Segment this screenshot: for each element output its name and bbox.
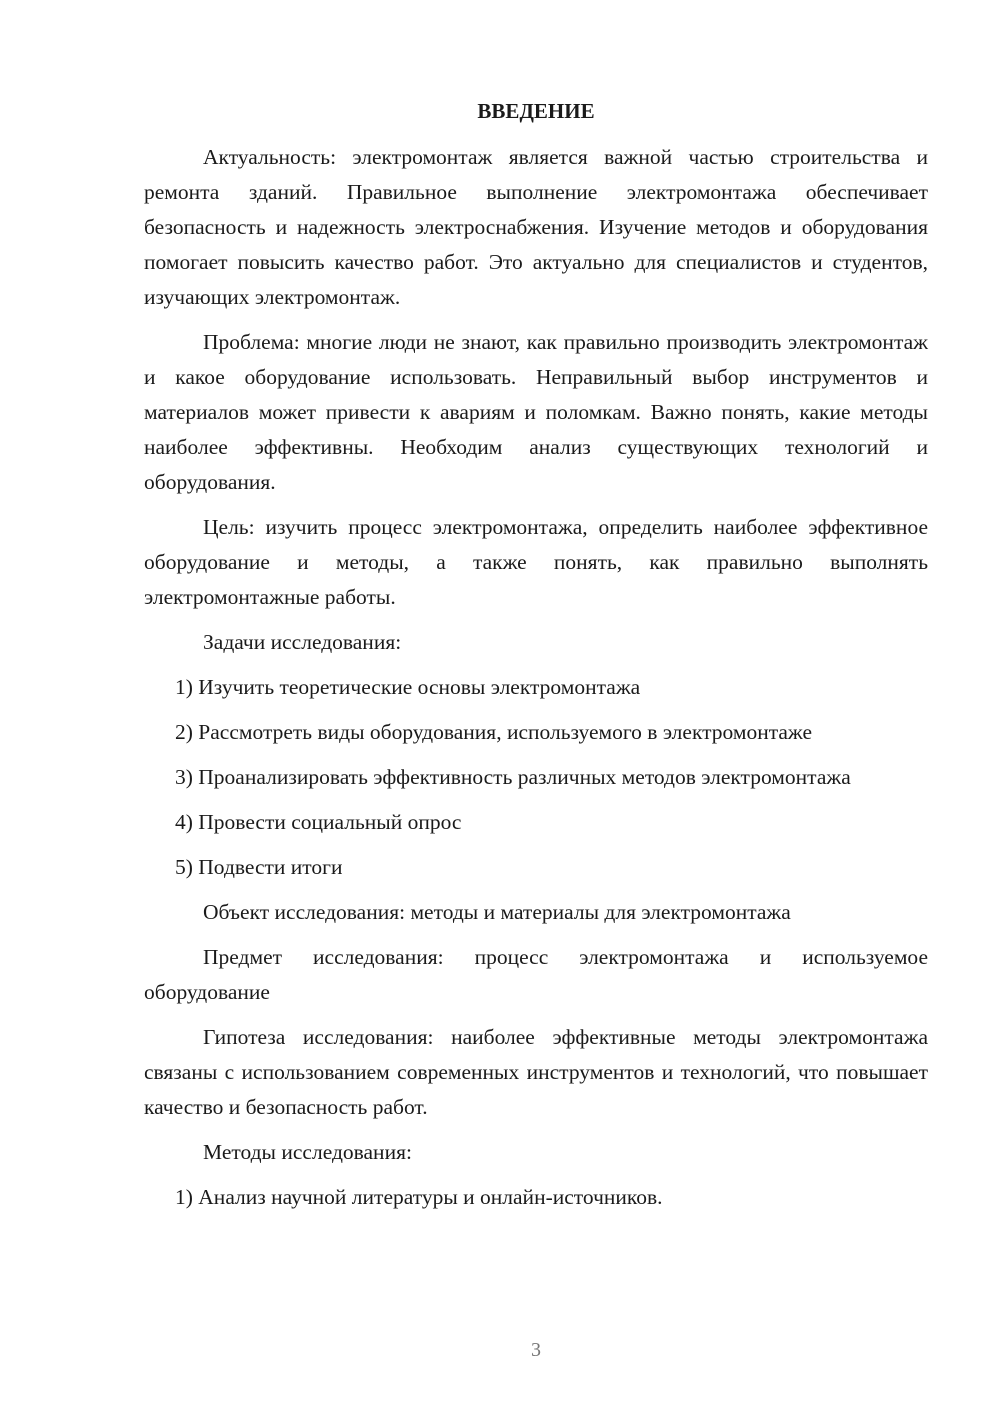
goal-paragraph: Цель: изучить процесс электромонтажа, определить наиболее эффективное оборудование и методы, а также понять, как правильно выполнять электромонтажные работы. bbox=[144, 515, 928, 609]
methods-heading: Методы исследования: bbox=[203, 1140, 412, 1164]
problem-paragraph: Проблема: многие люди не знают, как правильно производить электромонтаж и какое оборудование использовать. Неправильный выбор инструментов и материалов может привести к авариям и поломкам. Важно понять, какие методы наиболее эффективны. Необходим анализ существующих технологий и оборудования. bbox=[144, 330, 928, 494]
task-item-2: 2) Рассмотреть виды оборудования, используемого в электромонтаже bbox=[175, 720, 813, 744]
section-title: ВВЕДЕНИЕ bbox=[477, 99, 595, 123]
page-number: 3 bbox=[531, 1339, 541, 1361]
hypothesis-paragraph: Гипотеза исследования: наиболее эффективные методы электромонтажа связаны с использованием современных инструментов и технологий, что повышает качество и безопасность работ. bbox=[144, 1025, 928, 1119]
method-item-1: 1) Анализ научной литературы и онлайн-источников. bbox=[175, 1185, 663, 1209]
page-content bbox=[144, 94, 928, 1225]
object-paragraph: Объект исследования: методы и материалы для электромонтажа bbox=[203, 900, 791, 924]
task-item-5: 5) Подвести итоги bbox=[175, 855, 343, 879]
task-item-3: 3) Проанализировать эффективность различных методов электромонтажа bbox=[175, 765, 851, 789]
subject-paragraph: Предмет исследования: процесс электромонтажа и используемое оборудование bbox=[144, 945, 928, 1004]
task-item-1: 1) Изучить теоретические основы электромонтажа bbox=[175, 675, 641, 699]
task-item-4: 4) Провести социальный опрос bbox=[175, 810, 462, 834]
relevance-paragraph: Актуальность: электромонтаж является важной частью строительства и ремонта зданий. Правильное выполнение электромонтажа обеспечивает безопасность и надежность электроснабжения. Изучение методов и оборудования помогает повысить качество работ. Это актуально для специалистов и студентов, изучающих электромонтаж. bbox=[144, 145, 928, 309]
tasks-heading: Задачи исследования: bbox=[203, 630, 402, 654]
